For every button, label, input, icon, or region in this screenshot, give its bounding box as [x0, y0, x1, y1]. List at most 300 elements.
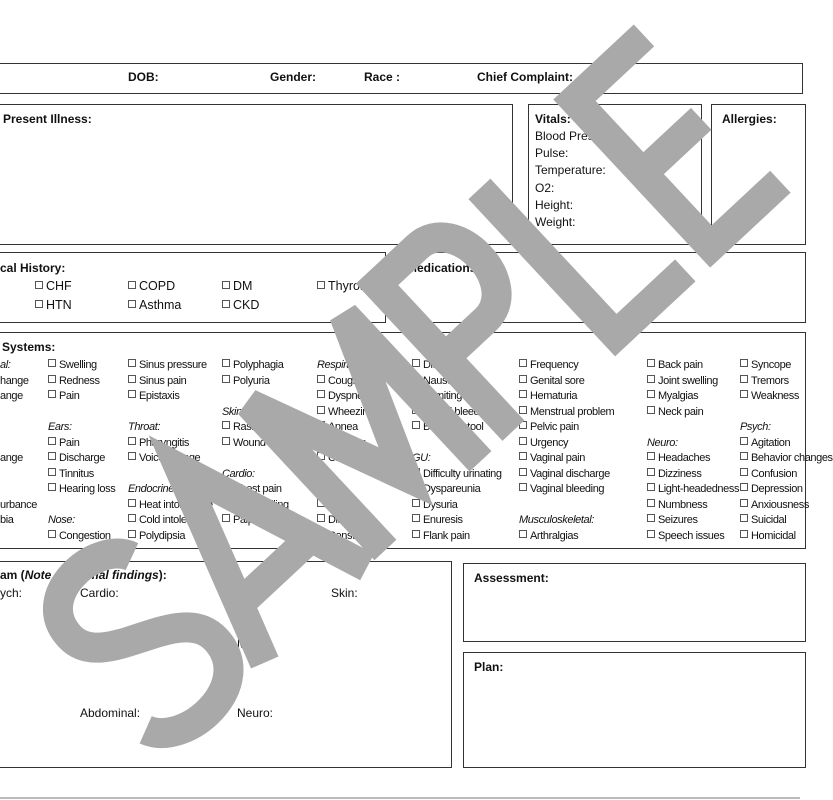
ros-item-label: Numbness [658, 498, 708, 511]
ros-item-label: Menstrual problem [530, 405, 615, 418]
checkbox-icon[interactable] [519, 406, 527, 414]
checkbox-icon[interactable] [740, 375, 748, 383]
ros-checkbox-item[interactable] [48, 437, 79, 450]
ros-item-label: Neuro: [647, 436, 678, 449]
ros-checkbox-item[interactable] [519, 375, 585, 388]
ros-checkbox-item[interactable] [740, 530, 796, 543]
ros-item-label: Nausea [423, 374, 459, 387]
checkbox-icon[interactable] [412, 406, 420, 414]
checkbox-icon[interactable] [740, 530, 748, 538]
ros-item-label: Genital sore [530, 374, 585, 387]
ros-item-label: Pelvic pain [530, 421, 579, 433]
ros-checkbox-item[interactable] [647, 530, 724, 543]
ros-checkbox-item[interactable] [412, 499, 458, 512]
ros-item-label: Vaginal bleeding [530, 483, 605, 495]
ros-checkbox-item[interactable] [519, 468, 610, 481]
checkbox-icon[interactable] [222, 514, 230, 522]
checkbox-icon[interactable] [647, 390, 655, 398]
ros-item-label: ange [0, 390, 23, 402]
ros-item-label: Pharyngitis [139, 436, 190, 449]
ros-checkbox-item[interactable] [740, 468, 797, 481]
ros-item-label: Endocrine: [128, 483, 177, 495]
ros-item-label: Seizures [658, 514, 698, 526]
ros-item-label: Heat intolerance [139, 498, 213, 511]
ros-section-header [222, 406, 244, 419]
ros-item-label: Palpitations [233, 514, 286, 526]
exam-neuro-label: Neuro: [237, 706, 274, 720]
ros-checkbox-item[interactable] [48, 530, 111, 543]
vitals-item: Temperature: [535, 163, 606, 178]
ros-checkbox-item[interactable] [48, 359, 97, 372]
ros-checkbox-item[interactable] [412, 468, 502, 481]
checkbox-icon[interactable] [647, 375, 655, 383]
ros-checkbox-item[interactable] [412, 390, 462, 403]
ros-item-label: Enuresis [423, 514, 463, 526]
ros-section-header [48, 421, 72, 434]
checkbox-icon[interactable] [412, 483, 420, 491]
ros-section-header [317, 483, 330, 496]
ros-item-label: Tremors [751, 374, 789, 387]
ros-item-label: urbance [0, 498, 37, 511]
ros-item-label: Skin: [222, 405, 245, 418]
ros-checkbox-item[interactable] [519, 406, 614, 419]
ros-checkbox-item[interactable] [128, 452, 200, 465]
physical-exam-title [0, 568, 167, 582]
checkbox-icon[interactable] [647, 406, 655, 414]
checkbox-icon[interactable] [412, 514, 420, 522]
vitals-item: Pulse: [535, 146, 569, 161]
checkbox-icon[interactable] [317, 437, 325, 445]
ros-checkbox-item[interactable] [0, 514, 13, 527]
checkbox-label: HTN [46, 298, 72, 312]
checkbox-icon[interactable] [128, 437, 136, 445]
checkbox-icon[interactable] [412, 375, 420, 383]
ros-item-label: Chest tightness [328, 452, 398, 464]
ros-item-label: Homicidal [751, 529, 796, 542]
ros-item-label: Epistaxis [139, 390, 180, 402]
ros-item-label: Diarrhea [423, 359, 462, 371]
ros-checkbox-item[interactable] [222, 375, 270, 388]
checkbox-icon[interactable] [740, 499, 748, 507]
ros-checkbox-item[interactable] [647, 359, 703, 372]
ros-checkbox-item[interactable] [222, 421, 257, 434]
checkbox-icon[interactable] [222, 300, 230, 308]
ros-item-label: Frequency [530, 359, 579, 371]
checkbox-icon[interactable] [317, 375, 325, 383]
plan-box[interactable] [463, 652, 806, 768]
ros-section-header [412, 452, 430, 465]
medical-history-title: cal History: [0, 261, 66, 275]
ros-item-label: Vomiting [423, 390, 462, 402]
checkbox-icon[interactable] [222, 499, 230, 507]
checkbox-icon[interactable] [740, 514, 748, 522]
ros-item-label: Dysuria [423, 498, 458, 511]
checkbox-icon[interactable] [740, 483, 748, 491]
checkbox-icon[interactable] [317, 421, 325, 429]
ros-checkbox-item[interactable] [740, 390, 799, 403]
checkbox-icon[interactable] [48, 483, 56, 491]
checkbox-icon[interactable] [48, 375, 56, 383]
ros-item-label: Sinus pressure [139, 359, 207, 371]
plan-title: Plan: [474, 660, 504, 674]
checkbox-icon[interactable] [412, 421, 420, 429]
ros-item-label: Dyspareunia [423, 483, 481, 495]
ros-checkbox-item[interactable] [48, 452, 105, 465]
ros-checkbox-item[interactable] [222, 499, 289, 512]
exam-title-prefix: am ( [0, 568, 25, 582]
ros-checkbox-item[interactable] [128, 437, 189, 450]
ros-checkbox-item[interactable] [740, 437, 790, 450]
checkbox-icon[interactable] [647, 468, 655, 476]
checkbox-icon[interactable] [128, 452, 136, 460]
ros-item-label: Dizziness [658, 467, 702, 480]
vitals-item: Weight: [535, 215, 576, 229]
checkbox-icon[interactable] [35, 281, 43, 289]
ros-checkbox-item[interactable] [128, 514, 212, 527]
allergies-title: Allergies: [722, 112, 777, 126]
checkbox-icon[interactable] [647, 452, 655, 460]
checkbox-icon[interactable] [128, 390, 136, 398]
ros-checkbox-item[interactable] [128, 375, 186, 388]
checkbox-icon[interactable] [740, 437, 748, 445]
ros-item-label: Vaginal discharge [530, 467, 610, 480]
checkbox-icon[interactable] [412, 499, 420, 507]
ros-item-label: Pain [59, 390, 80, 402]
ros-checkbox-item[interactable] [0, 390, 23, 403]
ros-checkbox-item[interactable] [647, 375, 718, 388]
vitals-item: Height: [535, 197, 574, 212]
ros-checkbox-item[interactable] [412, 514, 463, 527]
ros-checkbox-item[interactable] [740, 499, 809, 512]
ros-checkbox-item[interactable] [0, 499, 37, 512]
ros-item-label: Wound [233, 436, 266, 449]
checkbox-label: DM [233, 279, 253, 293]
ros-item-label: Speech issues [658, 529, 725, 542]
ros-section-header [128, 421, 160, 434]
checkbox-icon[interactable] [519, 452, 527, 460]
checkbox-icon[interactable] [519, 390, 527, 398]
ros-item-label: Psych: [740, 421, 771, 433]
checkbox-icon[interactable] [519, 530, 527, 538]
ros-item-label: Myalgias [658, 390, 699, 402]
ros-checkbox-item[interactable] [128, 359, 207, 372]
ros-checkbox-item[interactable] [519, 390, 577, 403]
ros-item-label: Voice change [139, 452, 201, 464]
ros-checkbox-item[interactable] [48, 390, 79, 403]
checkbox-icon[interactable] [412, 530, 420, 538]
checkbox-icon[interactable] [128, 300, 136, 308]
ros-item-label: Tinnitus [59, 467, 94, 480]
checkbox-label: Asthma [139, 298, 182, 312]
ros-item-label: Dyspnea [328, 390, 369, 402]
checkbox-icon[interactable] [317, 499, 325, 507]
checkbox-icon[interactable] [48, 390, 56, 398]
medications-title: Medications: [407, 261, 481, 275]
checkbox-icon[interactable] [412, 390, 420, 398]
ros-item-label: Choking [328, 436, 366, 449]
ros-section-header [48, 514, 75, 527]
ros-checkbox-item[interactable] [317, 406, 374, 419]
ros-section-header [519, 514, 594, 527]
medical-history-checkbox[interactable] [222, 298, 259, 312]
checkbox-icon[interactable] [222, 359, 230, 367]
ros-item-label: Nose: [48, 514, 75, 526]
checkbox-icon[interactable] [519, 437, 527, 445]
ros-checkbox-item[interactable] [740, 359, 791, 372]
ros-item-label: Cold intolerance [139, 514, 213, 526]
ros-item-label: Distention [328, 514, 373, 526]
ros-checkbox-item[interactable] [412, 375, 459, 388]
checkbox-label: Thyroid [328, 279, 370, 293]
ros-checkbox-item[interactable] [519, 421, 579, 434]
checkbox-icon[interactable] [740, 452, 748, 460]
checkbox-icon[interactable] [647, 359, 655, 367]
ros-item-label: Constipation [328, 529, 385, 542]
gender-label: Gender: [270, 70, 317, 84]
ros-checkbox-item[interactable] [317, 421, 358, 434]
ros-checkbox-item[interactable] [647, 468, 701, 481]
ros-item-label: Discharge [59, 452, 105, 464]
ros-checkbox-item[interactable] [519, 530, 578, 543]
checkbox-icon[interactable] [128, 499, 136, 507]
review-of-systems-title: Systems: [2, 340, 56, 354]
medical-history-checkbox[interactable] [222, 279, 252, 293]
ros-checkbox-item[interactable] [0, 375, 29, 388]
ros-item-label: Neck pain [658, 405, 704, 418]
ros-item-label: Hematuria [530, 390, 578, 402]
checkbox-icon[interactable] [48, 437, 56, 445]
checkbox-icon[interactable] [48, 468, 56, 476]
exam-title-note: Note abnormal findings [24, 568, 159, 582]
ros-checkbox-item[interactable] [222, 514, 285, 527]
ros-checkbox-item[interactable] [519, 483, 604, 496]
ros-item-label: Redness [59, 374, 100, 387]
exam-pulmonary-label: Pulmonary: [80, 637, 141, 651]
ros-item-label: Syncope [751, 359, 792, 371]
ros-checkbox-item[interactable] [647, 406, 703, 419]
ros-checkbox-item[interactable] [647, 483, 739, 496]
vitals-item: O2: [535, 180, 555, 195]
exam-title-suffix: ): [158, 568, 167, 582]
checkbox-icon[interactable] [519, 359, 527, 367]
exam-skin-label: Skin: [331, 586, 358, 600]
checkbox-icon[interactable] [128, 281, 136, 289]
race-label: Race : [364, 70, 401, 84]
ros-checkbox-item[interactable] [519, 452, 585, 465]
ros-checkbox-item[interactable] [222, 359, 283, 372]
ros-checkbox-item[interactable] [647, 452, 710, 465]
ros-checkbox-item[interactable] [519, 437, 568, 450]
checkbox-icon[interactable] [128, 359, 136, 367]
ros-checkbox-item[interactable] [48, 375, 100, 388]
checkbox-label: CHF [46, 279, 72, 293]
ros-item-label: Rectal bleeding [423, 405, 493, 418]
ros-item-label: Anxiousness [751, 498, 809, 511]
ros-section-header [128, 483, 177, 496]
checkbox-icon[interactable] [740, 468, 748, 476]
ros-item-label: GI: [317, 483, 331, 495]
ros-item-label: Depression [751, 483, 803, 495]
checkbox-icon[interactable] [317, 530, 325, 538]
chief-complaint-label: Chief Complaint: [477, 70, 573, 84]
ros-item-label: Wheezing [328, 405, 374, 418]
ros-item-label: Blood in stool [423, 421, 484, 433]
ros-item-label: Pain [328, 498, 349, 511]
vitals-title: Vitals: [535, 112, 571, 126]
ros-section-header [0, 359, 10, 372]
checkbox-label: COPD [139, 279, 176, 293]
dob-label: DOB: [128, 70, 159, 84]
ros-checkbox-item[interactable] [317, 437, 366, 450]
checkbox-icon[interactable] [519, 468, 527, 476]
checkbox-icon[interactable] [647, 530, 655, 538]
ros-item-label: Difficulty urinating [423, 467, 502, 480]
ros-item-label: bia [0, 514, 14, 526]
checkbox-icon[interactable] [128, 514, 136, 522]
ros-item-label: Cough [328, 374, 359, 387]
ros-checkbox-item[interactable] [412, 530, 470, 543]
ros-item-label: Urgency [530, 436, 569, 449]
checkbox-icon[interactable] [519, 375, 527, 383]
ros-item-label: Back pain [658, 359, 703, 371]
ros-section-header [647, 437, 678, 450]
ros-item-label: Weakness [751, 390, 799, 402]
exam-psych-label: ych: [0, 586, 23, 600]
ros-checkbox-item[interactable] [519, 359, 578, 372]
checkbox-icon[interactable] [412, 359, 420, 367]
ros-item-label: al: [0, 359, 11, 371]
ros-item-label: Light-headedness [658, 483, 740, 495]
ros-checkbox-item[interactable] [412, 483, 480, 496]
checkbox-label: CKD [233, 298, 260, 312]
medical-history-checkbox[interactable] [35, 298, 72, 312]
physical-exam-box[interactable] [0, 561, 452, 768]
ros-item-label: Leg swelling [233, 498, 289, 511]
checkbox-icon[interactable] [222, 281, 230, 289]
ros-checkbox-item[interactable] [317, 452, 398, 465]
ros-checkbox-item[interactable] [317, 514, 373, 527]
ros-item-label: Ears: [48, 421, 72, 433]
ros-section-header [317, 359, 372, 372]
ros-checkbox-item[interactable] [740, 514, 786, 527]
ros-item-label: Behavior changes [751, 452, 833, 464]
ros-checkbox-item[interactable] [740, 375, 789, 388]
checkbox-icon[interactable] [740, 390, 748, 398]
exam-cardio-label: Cardio: [80, 586, 119, 600]
checkbox-icon[interactable] [519, 421, 527, 429]
ros-checkbox-item[interactable] [317, 375, 358, 388]
checkbox-icon[interactable] [412, 468, 420, 476]
ros-item-label: Agitation [751, 436, 791, 449]
ros-checkbox-item[interactable] [647, 390, 698, 403]
checkbox-icon[interactable] [128, 530, 136, 538]
ros-item-label: Sinus pain [139, 374, 187, 387]
ros-checkbox-item[interactable] [647, 499, 707, 512]
ros-item-label: Suicidal [751, 514, 787, 526]
ros-item-label: Arthralgias [530, 529, 579, 542]
checkbox-icon[interactable] [48, 359, 56, 367]
ros-item-label: Headaches [658, 452, 711, 464]
checkbox-icon[interactable] [317, 281, 325, 289]
assessment-title: Assessment: [474, 571, 549, 585]
ros-item-label: Pain [59, 436, 80, 449]
checkbox-icon[interactable] [317, 390, 325, 398]
checkbox-icon[interactable] [48, 452, 56, 460]
medical-history-checkbox[interactable] [317, 279, 370, 293]
checkbox-icon[interactable] [647, 499, 655, 507]
ros-item-label: GU: [412, 452, 431, 464]
ros-checkbox-item[interactable] [740, 452, 833, 465]
checkbox-icon[interactable] [222, 483, 230, 491]
ros-checkbox-item[interactable] [222, 483, 282, 496]
checkbox-icon[interactable] [48, 530, 56, 538]
ros-item-label: Joint swelling [658, 374, 718, 387]
ros-checkbox-item[interactable] [740, 483, 803, 496]
ros-item-label: Vaginal pain [530, 452, 585, 464]
present-illness-title: Present Illness: [3, 112, 92, 126]
checkbox-icon[interactable] [35, 300, 43, 308]
ros-item-label: Polyphagia [233, 359, 284, 371]
ros-checkbox-item[interactable] [412, 406, 493, 419]
checkbox-icon[interactable] [317, 514, 325, 522]
ros-section-header [222, 468, 255, 481]
ros-item-label: Congestion [59, 529, 111, 542]
ros-item-label: Cardio: [222, 467, 255, 480]
ros-checkbox-item[interactable] [0, 452, 23, 465]
ros-item-label: Polyuria [233, 374, 270, 387]
ros-checkbox-item[interactable] [222, 437, 266, 450]
medical-history-checkbox[interactable] [35, 279, 72, 293]
ros-checkbox-item[interactable] [128, 530, 185, 543]
checkbox-icon[interactable] [647, 483, 655, 491]
ros-checkbox-item[interactable] [412, 421, 483, 434]
page-divider [0, 797, 800, 799]
checkbox-icon[interactable] [317, 406, 325, 414]
checkbox-icon[interactable] [647, 514, 655, 522]
medical-history-checkbox[interactable] [128, 298, 181, 312]
ros-checkbox-item[interactable] [317, 530, 384, 543]
ros-checkbox-item[interactable] [317, 499, 348, 512]
ros-item-label: Chest pain [233, 483, 282, 495]
ros-checkbox-item[interactable] [412, 359, 462, 372]
ros-item-label: Apnea [328, 421, 358, 433]
checkbox-icon[interactable] [222, 375, 230, 383]
checkbox-icon[interactable] [519, 483, 527, 491]
checkbox-icon[interactable] [222, 421, 230, 429]
checkbox-icon[interactable] [128, 375, 136, 383]
ros-section-header [740, 421, 771, 434]
ros-checkbox-item[interactable] [647, 514, 698, 527]
ros-item-label: hange [0, 374, 29, 387]
ros-checkbox-item[interactable] [128, 390, 179, 403]
patient-header-box [0, 63, 803, 94]
ros-checkbox-item[interactable] [128, 499, 213, 512]
ros-item-label: Polydipsia [139, 529, 186, 542]
ros-checkbox-item[interactable] [48, 483, 115, 496]
ros-checkbox-item[interactable] [317, 390, 369, 403]
medical-history-checkbox[interactable] [128, 279, 175, 293]
checkbox-icon[interactable] [740, 359, 748, 367]
ros-item-label: Swelling [59, 359, 97, 371]
ros-item-label: Confusion [751, 467, 797, 480]
exam-gu-label: GU: [237, 586, 259, 600]
ros-checkbox-item[interactable] [48, 468, 94, 481]
checkbox-icon[interactable] [222, 437, 230, 445]
ros-item-label: Flank pain [423, 529, 470, 542]
ros-item-label: Throat: [128, 421, 161, 433]
ros-item-label: Hearing loss [59, 483, 116, 495]
checkbox-icon[interactable] [317, 452, 325, 460]
